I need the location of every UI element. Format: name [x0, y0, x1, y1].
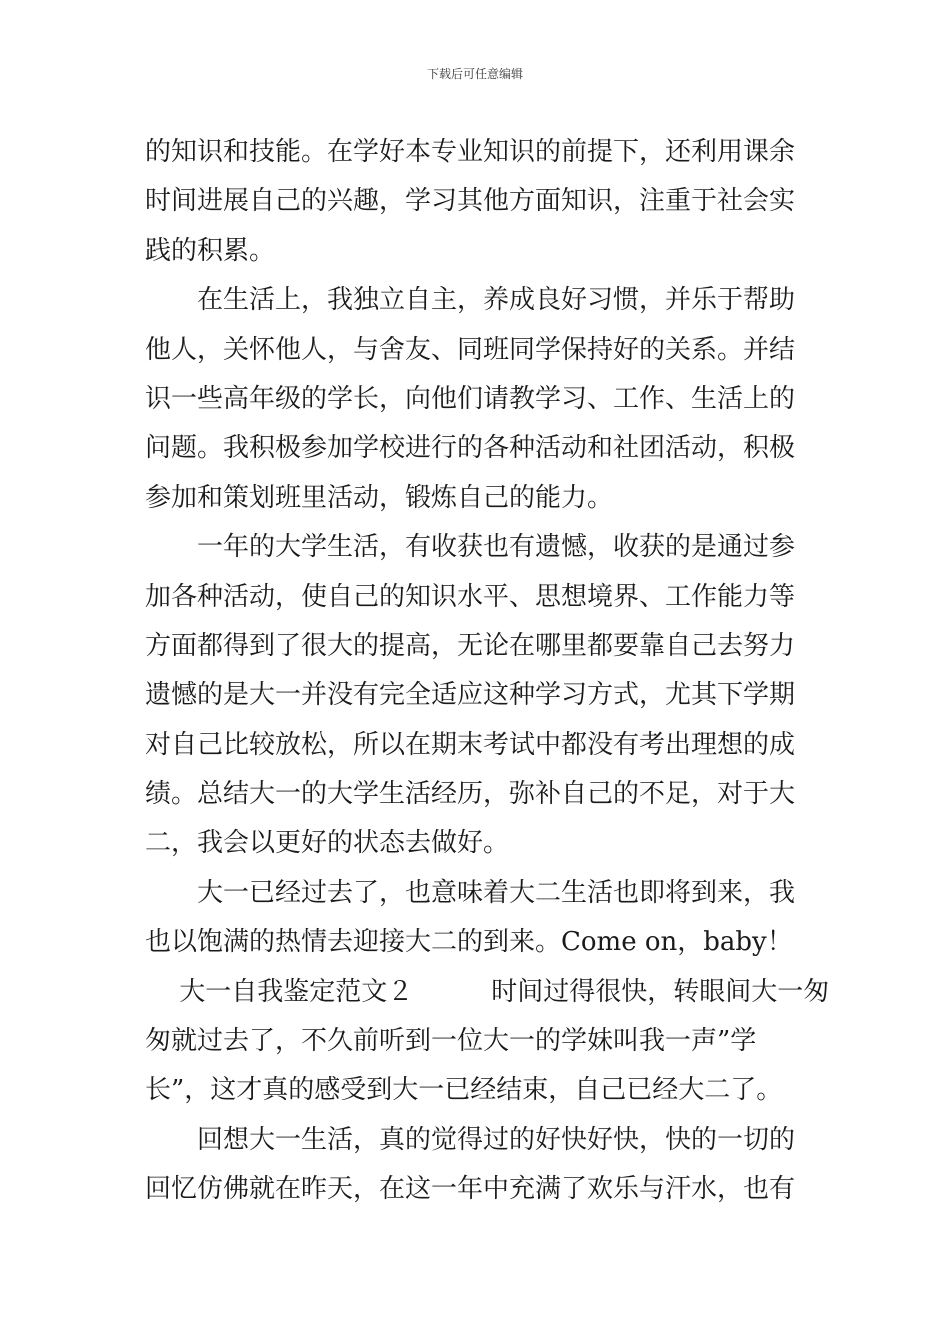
text-line: 他人，关怀他人，与舍友、同班同学保持好的关系。并结 [145, 334, 796, 365]
text-line: 在生活上，我独立自主，养成良好习惯，并乐于帮助 [145, 285, 796, 316]
text-line: 大一已经过去了，也意味着大二生活也即将到来，我 [145, 877, 796, 908]
text-line: 问题。我积极参加学校进行的各种活动和社团活动，积极 [145, 433, 796, 464]
text-line: 参加和策划班里活动，锻炼自己的能力。 [145, 482, 614, 513]
text-line: 加各种活动，使自己的知识水平、思想境界、工作能力等 [145, 581, 796, 612]
text-line: 对自己比较放松，所以在期末考试中都没有考出理想的成 [145, 729, 796, 760]
text-line: 遗憾的是大一并没有完全适应这种学习方式，尤其下学期 [145, 680, 796, 711]
text-line: 识一些高年级的学长，向他们请教学习、工作、生活上的 [145, 383, 796, 414]
text-line: 回想大一生活，真的觉得过的好快好快，快的一切的 [145, 1124, 796, 1155]
text-line: 方面都得到了很大的提高，无论在哪里都要靠自己去努力 [145, 630, 796, 661]
text-line: 绩。总结大一的大学生活经历，弥补自己的不足，对于大 [145, 779, 796, 810]
text-line: 回忆仿佛就在昨天，在这一年中充满了欢乐与汗水，也有 [145, 1174, 796, 1205]
text-line: 长”，这才真的感受到大一已经结束，自己已经大二了。 [145, 1075, 783, 1106]
text-line: 践的积累。 [145, 235, 276, 266]
text-line: 大一自我鉴定范文２ 时间过得很快，转眼间大一匆 [145, 976, 830, 1007]
text-line: 一年的大学生活，有收获也有遗憾，收获的是通过参 [145, 532, 796, 563]
page-header: 下载后可任意编辑 [426, 67, 523, 81]
text-line: 时间进展自己的兴趣，学习其他方面知识，注重于社会实 [145, 186, 796, 217]
text-line: 二，我会以更好的状态去做好。 [145, 828, 510, 859]
text-line: 的知识和技能。在学好本专业知识的前提下，还利用课余 [145, 137, 796, 167]
text-line: 也以饱满的热情去迎接大二的到来。Come on，baby！ [145, 927, 793, 958]
text-line: 匆就过去了，不久前听到一位大一的学妹叫我一声”学 [145, 1026, 757, 1057]
body-text [145, 128, 830, 1215]
